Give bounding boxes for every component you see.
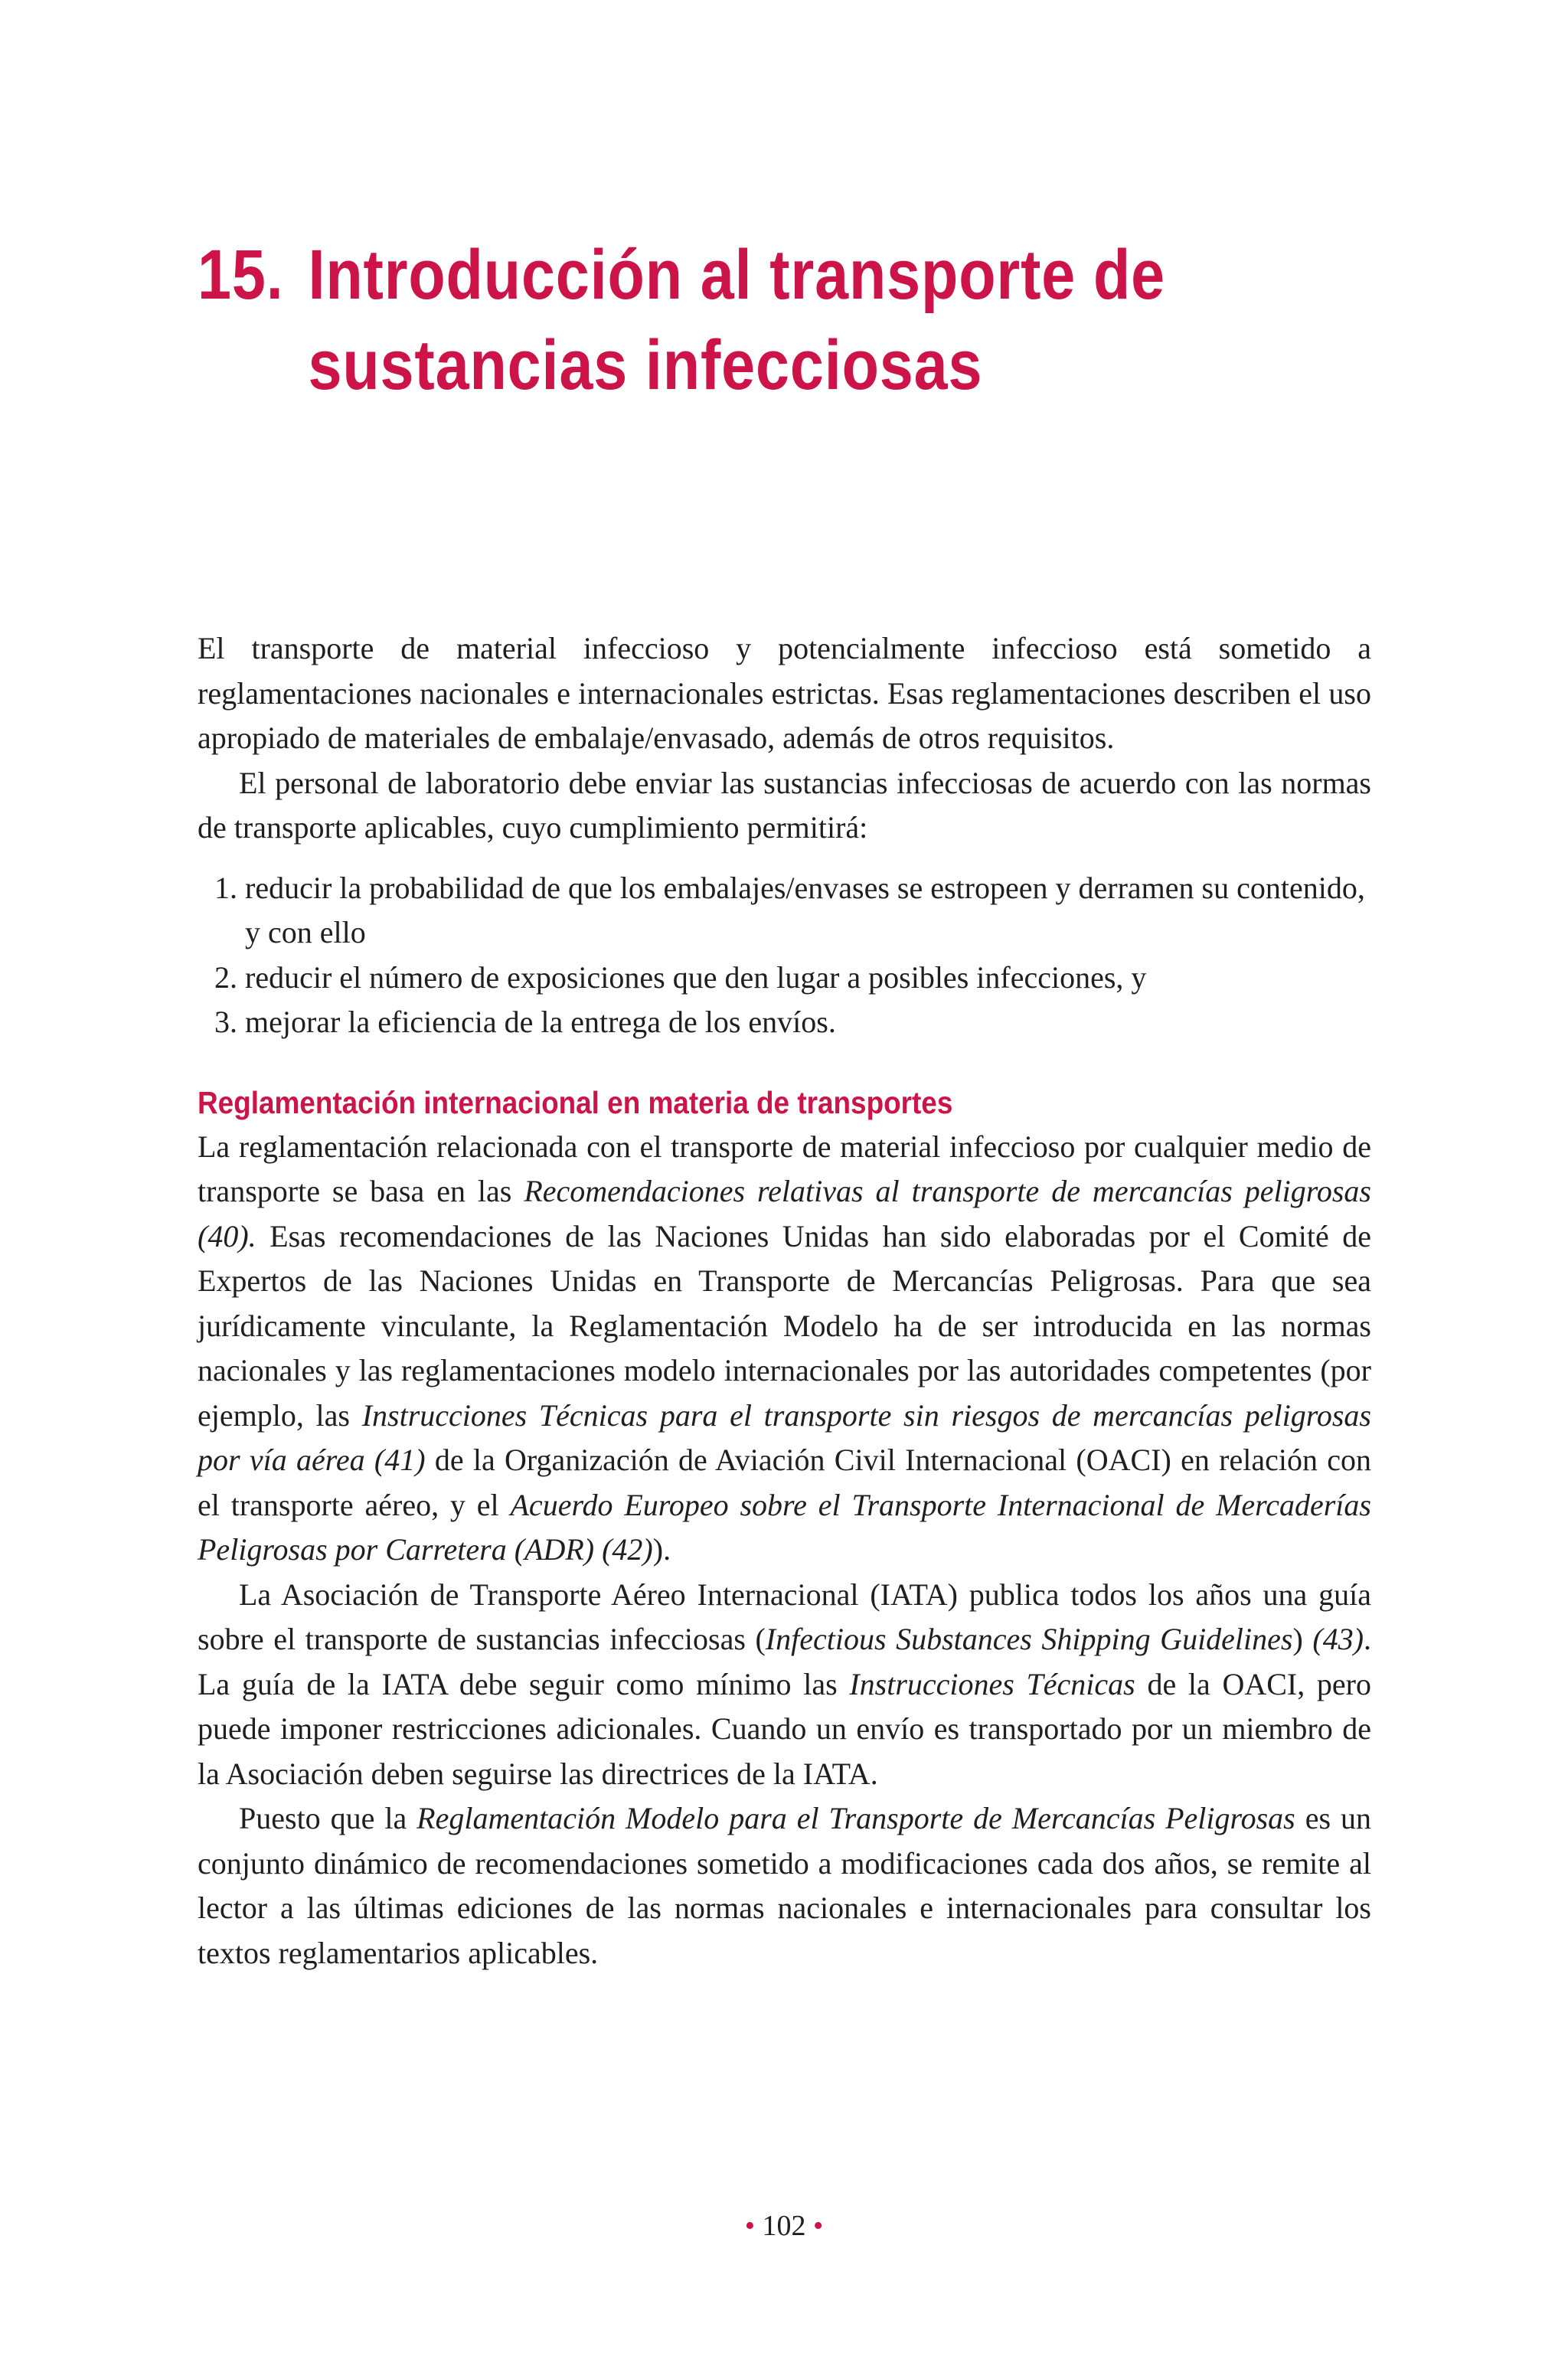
- list-item-text: reducir la probabilidad de que los embalajes/envases se estropeen y derramen su contenido, y con ello: [245, 870, 1365, 949]
- chapter-title-text-1: Introducción al transporte de: [308, 236, 1166, 314]
- list-marker: 3.: [214, 1005, 237, 1039]
- citation-italic: Acuerdo Europeo sobre el Transporte Internacional de Mercaderías Peligrosas por Carretera (ADR) (42): [198, 1487, 1371, 1567]
- bullet-icon: •: [744, 2210, 755, 2242]
- section-paragraph-2: [198, 1573, 1371, 1797]
- chapter-number: 15.: [198, 236, 284, 314]
- list-item-text: reducir el número de exposiciones que den lugar a posibles infecciones, y: [245, 959, 1147, 995]
- citation-italic: Infectious Substances Shipping Guidelines: [765, 1622, 1293, 1656]
- body-text: [198, 626, 1371, 1976]
- list-item: [198, 866, 1371, 956]
- text-run: de la Organización de Aviación Civil Internacional (OACI) en relación con el transporte aéreo, y el: [198, 1443, 1371, 1522]
- text-run: ): [1292, 1622, 1313, 1656]
- text-run: . La guía de la IATA debe seguir como mínimo las: [198, 1622, 1372, 1701]
- page-number: 102: [762, 2210, 806, 2242]
- page-footer: [0, 2207, 1568, 2245]
- list-marker: 1.: [214, 870, 237, 905]
- requirements-list: [198, 866, 1371, 1045]
- list-item-text: mejorar la eficiencia de la entrega de los envíos.: [245, 1005, 836, 1039]
- section-heading: Reglamentación internacional en materia de transportes: [198, 1084, 953, 1120]
- bullet-icon: •: [813, 2210, 824, 2242]
- chapter-title: [198, 230, 1251, 410]
- text-run: Esas recomendaciones de las Naciones Unidas han sido elaboradas por el Comité de Expertos de las Naciones Unidas en Transporte de Mercancías Peligrosas. Para que sea jurídicamente vinculante, la Reglamentación Modelo ha de ser introducida en las normas nacionales y las reglamentaciones modelo internacionales por las autoridades competentes (por ejemplo, las: [198, 1218, 1371, 1433]
- text-run: ).: [652, 1532, 671, 1567]
- text-run: La reglamentación relacionada con el transporte de material infeccioso por cualquier medio de transporte se basa en las: [198, 1129, 1371, 1208]
- citation-italic: (43): [1312, 1622, 1364, 1656]
- list-item: [198, 956, 1371, 1001]
- citation-italic: Reglamentación Modelo para el Transporte de Mercancías Peligrosas: [416, 1801, 1295, 1835]
- intro-paragraph-2: El personal de laboratorio debe enviar las sustancias infecciosas de acuerdo con las normas de transporte aplicables, cuyo cumplimiento permitirá:: [198, 765, 1371, 845]
- list-item: [198, 1000, 1371, 1045]
- chapter-title-text-2: sustancias infecciosas: [308, 326, 983, 404]
- citation-italic: Instrucciones Técnicas para el transporte sin riesgos de mercancías peligrosas por vía aérea (41): [198, 1397, 1371, 1477]
- text-run: Puesto que la: [239, 1801, 417, 1835]
- chapter-title-line-1: [198, 230, 1251, 320]
- text-run: La Asociación de Transporte Aéreo Internacional (IATA) publica todos los años una guía sobre el transporte de sustancias infecciosas (: [198, 1577, 1371, 1656]
- text-run: es un conjunto dinámico de recomendaciones sometido a modificaciones cada dos años, se remite al lector a las últimas ediciones de las normas nacionales e internacionales para consultar los textos reglamentarios aplicables.: [198, 1801, 1371, 1970]
- citation-italic: Instrucciones Técnicas: [849, 1666, 1135, 1701]
- section-paragraph-3: [198, 1796, 1371, 1976]
- list-marker: 2.: [214, 959, 237, 995]
- section-paragraph-1: [198, 1125, 1371, 1573]
- text-run: de la OACI, pero puede imponer restricciones adicionales. Cuando un envío es transportado por un miembro de la Asociación deben seguirse las directrices de la IATA.: [198, 1666, 1372, 1791]
- intro-paragraph-1: El transporte de material infeccioso y potencialmente infeccioso está sometido a reglamentaciones nacionales e internacionales estrictas. Esas reglamentaciones describen el uso apropiado de materiales de embalaje/envasado, además de otros requisitos.: [198, 631, 1371, 755]
- chapter-title-line-2: [198, 320, 1251, 410]
- citation-italic: Recomendaciones relativas al transporte de mercancías peligrosas (40).: [198, 1174, 1371, 1253]
